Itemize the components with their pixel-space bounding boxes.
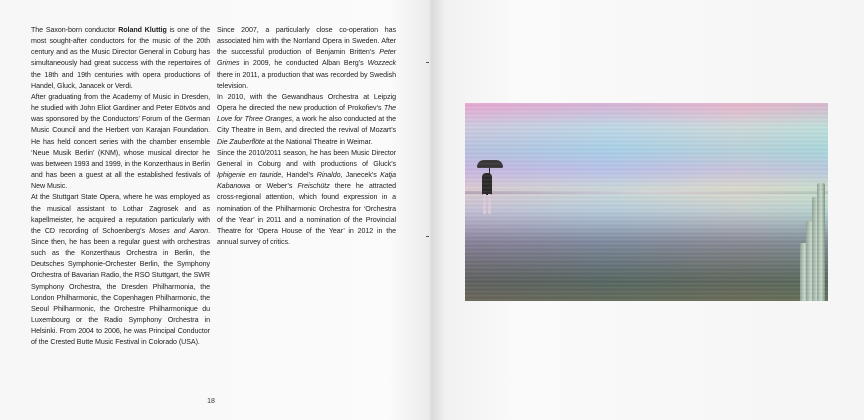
text-run: Iphigenie en tauride [217,171,282,180]
binding-mark [426,62,429,63]
text-run: is one of the most sought-after conductors for the music of the 20th century and as the Music Director General in Coburg has simultaneously had great success with the repertoires of the 18th and 19th centuries with opera productions of Handel, Gluck, Janacek or Verdi. [31,26,210,90]
beach-photo [465,103,828,301]
text-run: Since the 2010/2011 season, he has been Music Director General in Coburg and with productions of Gluck’s [217,148,396,168]
text-run: After graduating from the Academy of Music in Dresden, he studied with John Eliot Gardiner and Peter Eötvös and was sponsored by the Conductors’ Forum of the German Music Council and the Herbert von Karajan Foundation. He has held concert series with the chamber ensemble ‘Neue Musik Berlin’ (KNM), whose musical director he was between 1993 and 1999, in the Konzerthaus in Berlin and has been a guest at all the established festivals of New Music. [31,92,210,191]
text-run: The Saxon-born conductor [31,26,119,34]
text-run: Die Zauberflöte [217,137,265,146]
text-run: , Handel’s [281,171,317,180]
text-run: In 2010, with the Gewandhaus Orchestra at Leipzig Opera he directed the new production of Prokofiev’s [217,92,396,113]
paragraph [217,92,396,148]
text-run: , Janecek’s [340,171,381,180]
text-run: At the Stuttgart State Opera, where he was employed as the musical assistant to Lothar Zagrosek and as kapellmeister, he acquired a reputation particularly with the CD recording of Schoenberg’s [31,193,210,235]
text-run: there in 2011, a production that was recorded by Swedish television. [217,70,396,90]
paragraph [31,25,210,92]
binding-mark [426,236,429,237]
paragraph [31,92,210,192]
text-run: The Love for Three Oranges [217,104,396,124]
text-column-left [31,25,210,349]
scan-streaks [465,103,828,301]
page-number: 18 [207,398,215,405]
text-run: Rinaldo [316,171,341,180]
text-run: Since 2007, a particularly close co-operation has associated him with the Norrland Opera in Sweden. After the successful production of Benjamin Britten’s [217,26,396,57]
text-run: at the National Theatre in Weimar. [264,137,373,146]
text-run: there he attracted cross-regional attention, which found expression in a nomination of the Philharmonic Orchestra for ‘Orchestra of the Year’ in 2011 and a nomination of the Provincial Theatre for ‘Opera House of the Year’ in 2012 in the annual survey of critics. [217,182,396,246]
text-run: in 2009, he conducted Alban Berg’s [239,59,368,68]
text-run: Wozzeck [367,59,396,68]
text-run: Katja Kabanowa [217,171,396,191]
text-column-right [217,25,396,248]
paragraph [31,192,210,348]
text-run: Freischütz [297,182,330,191]
text-run: or Weber’s [250,182,298,191]
text-run: Roland Kluttig [118,26,167,34]
text-run: Moses and Aaron [149,226,209,235]
text-run: , a work he also conducted at the City Theatre in Bern, and directed the revival of Mozart’s [217,115,396,135]
left-page [0,0,431,420]
paragraph [217,148,396,248]
paragraph [217,25,396,92]
text-run: . Since then, he has been a regular guest with orchestras such as the Konzerthaus Orchestra in Berlin, the Deutsches Symphonie-Orchester Berlin, the Symphony Orchestra of Bavarian Radio, the RSO Stuttgart, the SWR Symphony Orchestra, the Dresden Philharmonia, the London Philharmonic, the Copenhagen Philharmonic, the Seoul Philharmonic, the Orchestre Philharmonique du Luxembourg or the Radio Symphony Orchestra in Helsinki. From 2004 to 2006, he was Principal Conductor of the Crested Butte Music Festival in Colorado (USA). [31,226,211,347]
text-run: Peter Grimes [217,48,396,68]
